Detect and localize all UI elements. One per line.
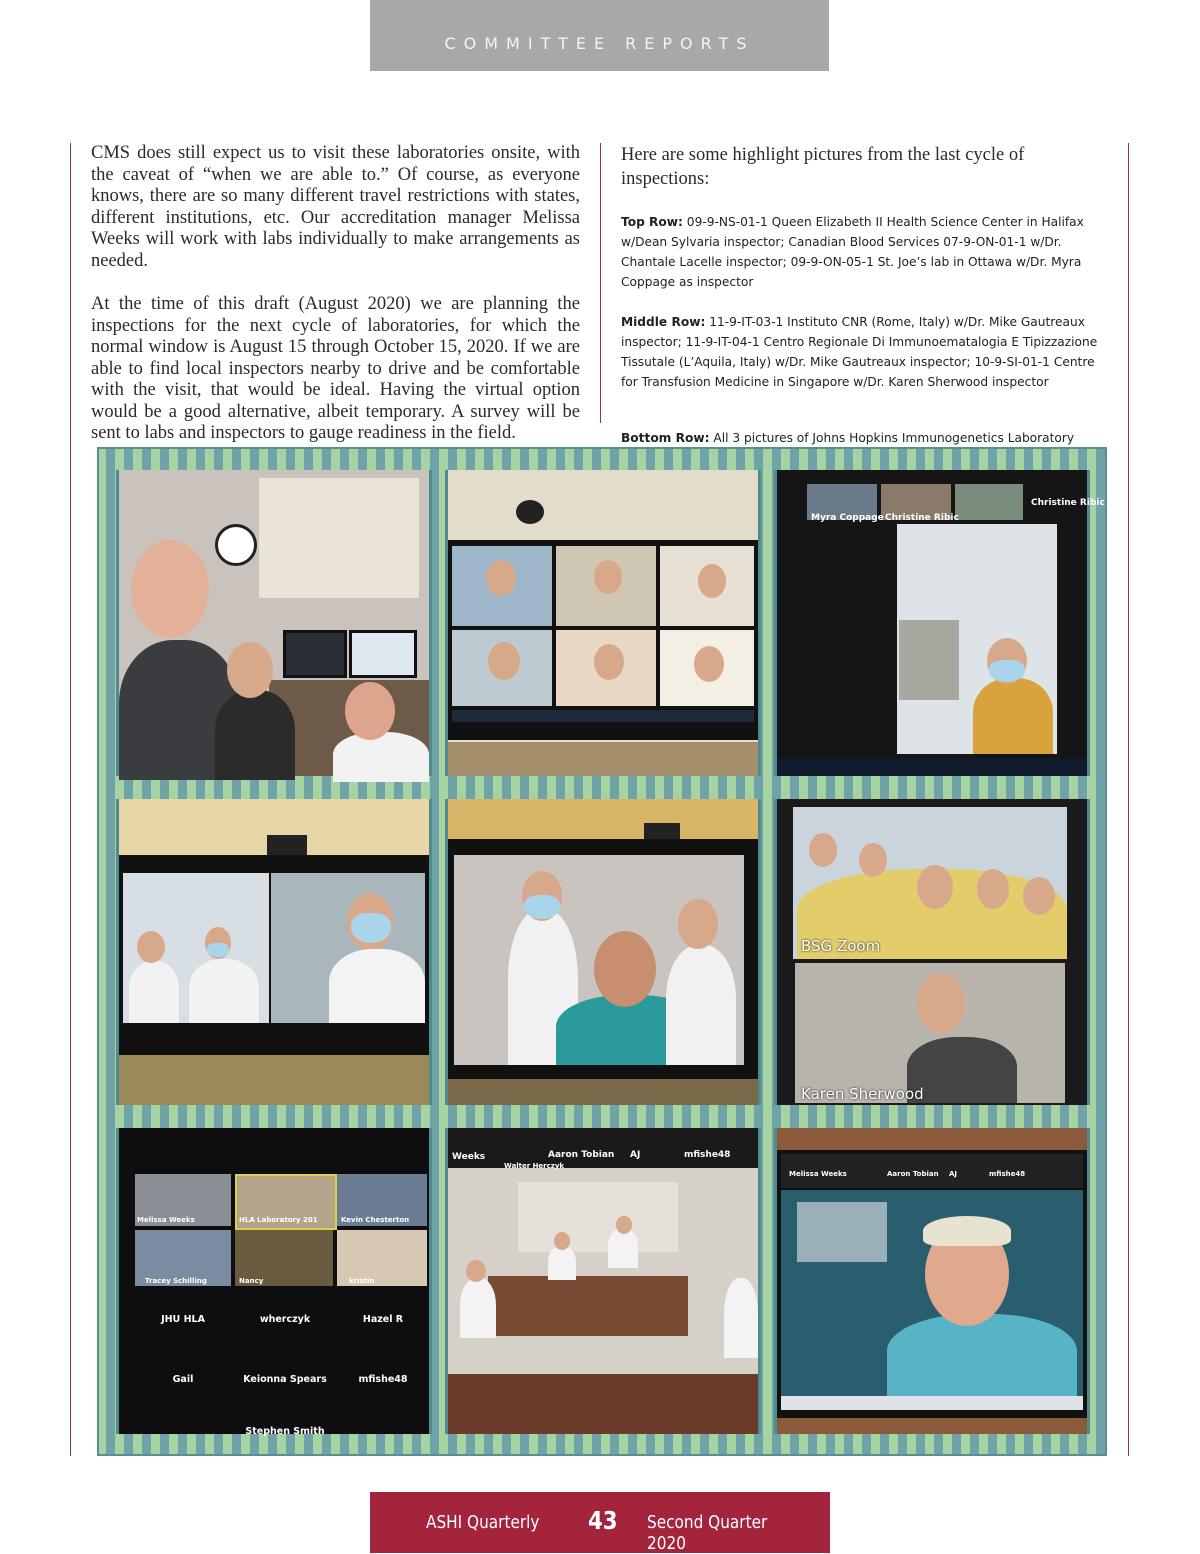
- taskbar: [452, 710, 754, 722]
- photo-singapore: [774, 799, 1090, 1105]
- zoom-name-label: Melissa Weeks: [137, 1216, 195, 1224]
- zoom-name-label: AJ: [630, 1150, 641, 1160]
- zoom-name-label: Christine Ribic: [1031, 498, 1105, 508]
- person-face: [137, 931, 165, 963]
- person-body: [548, 1246, 576, 1280]
- room-wall-panel: [518, 1182, 678, 1252]
- webcam: [267, 835, 307, 855]
- zoom-strip: [448, 1128, 758, 1168]
- photo-jhu-conference-room: [445, 1128, 761, 1434]
- zoom-tile: [955, 484, 1023, 520]
- left-column-text: [91, 143, 580, 467]
- zoom-name-label: Hazel R: [362, 1314, 404, 1325]
- caption-middle-row: [621, 312, 1113, 392]
- person-face: [594, 560, 622, 594]
- person-body: [329, 949, 425, 1023]
- photo-canadian-blood-services: [445, 470, 761, 776]
- person-face: [698, 564, 726, 598]
- zoom-name-label: mfishe48: [989, 1170, 1026, 1178]
- person-face: [917, 973, 965, 1033]
- captions-intro: Here are some highlight pictures from the last cycle of inspections:: [621, 145, 1025, 189]
- person-face: [466, 1260, 486, 1282]
- zoom-name-label: Gail: [172, 1374, 194, 1385]
- page-number: 43: [588, 1506, 618, 1535]
- hair: [923, 1216, 1011, 1246]
- desk: [448, 1079, 758, 1105]
- issue-label: Second Quarter 2020: [647, 1512, 768, 1554]
- zoom-name-label: JHU HLA: [161, 1314, 205, 1325]
- person-body: [666, 945, 736, 1065]
- front-table: [448, 1374, 758, 1434]
- face-mask: [989, 660, 1025, 682]
- zoom-name-label: Keionna Spears: [243, 1374, 327, 1385]
- zoom-name-label: Christine Ribic: [885, 513, 959, 523]
- zoom-name-label: Aaron Tobian: [887, 1170, 939, 1178]
- person-face: [809, 833, 837, 867]
- right-margin-rule: [1128, 143, 1129, 1456]
- person-face: [345, 682, 395, 740]
- person-body: [608, 1228, 638, 1268]
- lab-cabinet: [899, 620, 959, 700]
- column-divider-rule: [600, 143, 601, 423]
- zoom-name-label: Aaron Tobian: [548, 1150, 615, 1160]
- paragraph-onsite-visits: CMS does still expect us to visit these laboratories onsite, with the caveat of “when we are able to.” Of course, as everyone knows, there are so many different travel restrictions with states, different institutions, etc. Our accreditation manager Melissa Weeks will work with labs individually to make arrangements as needed.: [91, 143, 580, 271]
- desk: [448, 742, 758, 776]
- zoom-name-label: Karen Sherwood: [801, 1085, 924, 1103]
- photo-jhu-gallery: [116, 1128, 432, 1437]
- caption-text: All 3 pictures of Johns Hopkins Immunogenetics Laboratory: [713, 431, 1075, 445]
- person-face: [131, 540, 209, 638]
- zoom-name-label: Kevin Chesterton: [341, 1216, 410, 1224]
- person-body: [973, 678, 1053, 754]
- caption-text: 09-9-NS-01-1 Queen Elizabeth II Health Science Center in Halifax w/Dean Sylvaria inspector; Canadian Blood Services 07-9-ON-01-1 w/Dr. Chantale Lacelle inspector; 09-9-ON-05-1 St. Joe’s lab in Ottawa w/Dr. Myra Coppage as inspector: [621, 215, 1084, 289]
- taskbar: [781, 1396, 1083, 1410]
- video-window: [797, 1202, 887, 1262]
- photo-jhu-inspector: [774, 1128, 1090, 1434]
- zoom-name-label: mfishe48: [358, 1374, 408, 1385]
- wall-bulletin-board: [259, 478, 419, 598]
- photo-st-joes-ottawa: [774, 470, 1105, 776]
- person-face: [694, 646, 724, 682]
- face-mask: [207, 943, 229, 957]
- zoom-name-label: Myra Coppage: [811, 513, 884, 523]
- right-column-captions: [621, 143, 1113, 488]
- wall-clock: [215, 524, 257, 566]
- person-body: [333, 732, 429, 782]
- person-body: [887, 1314, 1077, 1396]
- photo-laquila: [445, 799, 761, 1105]
- person-face: [977, 869, 1009, 909]
- person-body: [724, 1278, 758, 1358]
- face-mask: [351, 913, 391, 943]
- desk: [119, 1055, 429, 1105]
- zoom-name-label: Weeks: [452, 1152, 486, 1162]
- zoom-name-label: mfishe48: [684, 1150, 731, 1160]
- zoom-name-label: Melissa Weeks: [789, 1170, 847, 1178]
- caption-text: 11-9-IT-03-1 Instituto CNR (Rome, Italy) w/Dr. Mike Gautreaux inspector; 11-9-IT-04-1 Centro Regionale Di Immunoematalogia E Tipizzazione Tissutale (L’Aquila, Italy) w/Dr. Mike Gautreaux inspector; 10-9-SI-01-1 Centre for Transfusion Medicine in Singapore w/Dr. Karen Sherwood inspector: [621, 315, 1098, 389]
- person-body: [215, 690, 295, 780]
- zoom-name-label: kristin: [349, 1277, 375, 1285]
- person-face: [594, 644, 624, 680]
- monitor-left: [283, 630, 347, 678]
- person-face: [859, 843, 887, 877]
- caption-label: Bottom Row:: [621, 431, 710, 445]
- paragraph-next-cycle: At the time of this draft (August 2020) we are planning the inspections for the next cycle of laboratories, for which the normal window is August 15 through October 15, 2020. If we are able to find local inspectors nearby to drive and be comfortable with the visit, that would be ideal. Having the virtual option would be a good alternative, albeit temporary. A survey will be sent to labs and inspectors to gauge readiness in the field.: [91, 294, 580, 443]
- caption-label: Top Row:: [621, 215, 683, 229]
- zoom-room-label: BSG Zoom: [801, 937, 881, 955]
- left-margin-rule: [70, 143, 71, 1456]
- publication-title: ASHI Quarterly: [426, 1512, 540, 1533]
- monitor-right: [349, 630, 417, 678]
- face-mask: [524, 895, 560, 919]
- caption-label: Middle Row:: [621, 315, 706, 329]
- section-header: COMMITTEE REPORTS: [370, 0, 829, 71]
- person-face: [616, 1216, 632, 1234]
- webcam: [516, 500, 544, 524]
- zoom-name-label: Stephen Smith: [245, 1426, 325, 1437]
- zoom-name-label: Tracey Schilling: [145, 1277, 207, 1285]
- footer-bar: [370, 1492, 830, 1553]
- zoom-name-label: AJ: [949, 1170, 958, 1178]
- person-face: [594, 931, 656, 1007]
- person-face: [554, 1232, 570, 1250]
- person-body: [189, 959, 259, 1023]
- zoom-name-label: Nancy: [239, 1277, 264, 1285]
- photo-cnr-rome: [116, 799, 432, 1105]
- photo-collage: [97, 447, 1107, 1456]
- taskbar: [777, 758, 1087, 776]
- person-body: [129, 961, 179, 1023]
- zoom-name-label: wherczyk: [259, 1314, 311, 1325]
- person-face: [488, 642, 520, 680]
- person-face: [678, 899, 718, 949]
- conference-table: [488, 1276, 688, 1336]
- person-face: [1023, 877, 1055, 915]
- person-body: [460, 1278, 496, 1338]
- person-face: [917, 865, 953, 909]
- person-face: [486, 560, 516, 596]
- zoom-name-label: Walter Herczyk: [504, 1162, 565, 1170]
- photo-halifax-selfie: [116, 470, 432, 776]
- caption-top-row: [621, 212, 1113, 292]
- zoom-name-label: HLA Laboratory 201: [239, 1216, 318, 1224]
- person-face: [227, 642, 273, 698]
